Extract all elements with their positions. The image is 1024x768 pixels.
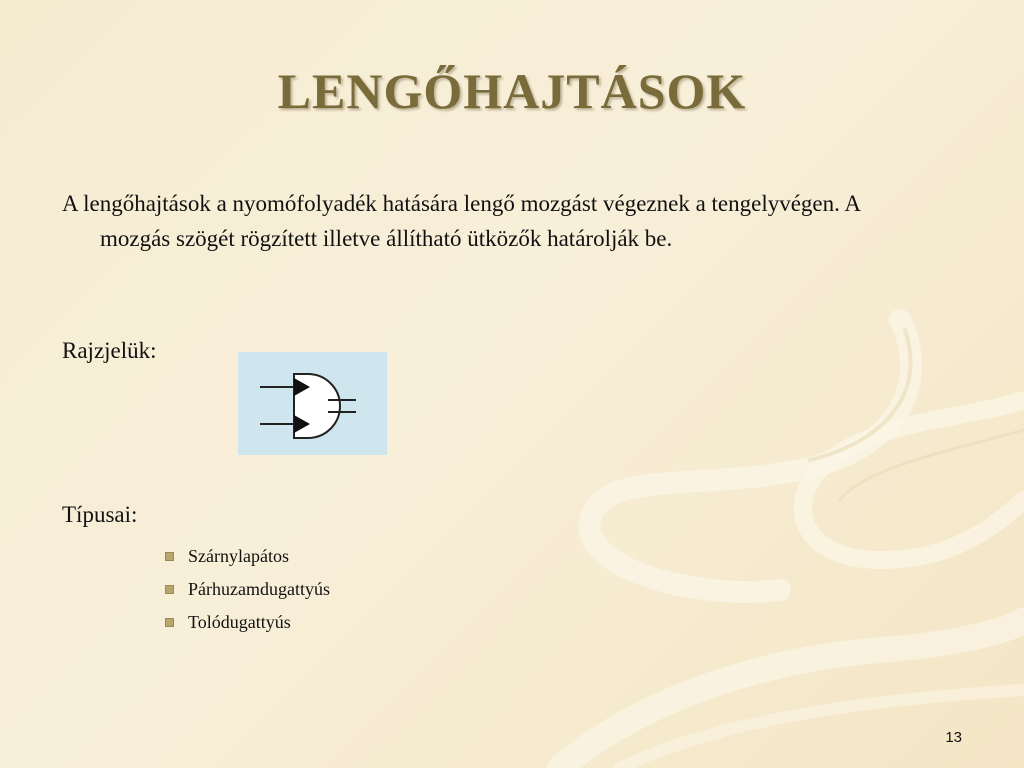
square-bullet-icon	[165, 618, 174, 627]
description-paragraph: A lengőhajtások a nyomófolyadék hatására lengő mozgást végeznek a tengelyvégen. A mozgás szögét rögzített illetve állítható ütközők határolják be.	[62, 191, 860, 251]
page-number: 13	[945, 729, 962, 746]
rotary-actuator-symbol-icon	[238, 352, 387, 455]
list-item: Szárnylapátos	[165, 540, 330, 573]
list-item: Tolódugattyús	[165, 606, 330, 639]
symbol-label: Rajzjelük:	[62, 338, 157, 363]
square-bullet-icon	[165, 585, 174, 594]
types-list	[165, 540, 330, 639]
types-label: Típusai:	[62, 502, 138, 527]
list-item: Párhuzamdugattyús	[165, 573, 330, 606]
square-bullet-icon	[165, 552, 174, 561]
slide-title: LENGŐHAJTÁSOK	[277, 63, 747, 119]
rotary-actuator-symbol	[238, 352, 387, 455]
